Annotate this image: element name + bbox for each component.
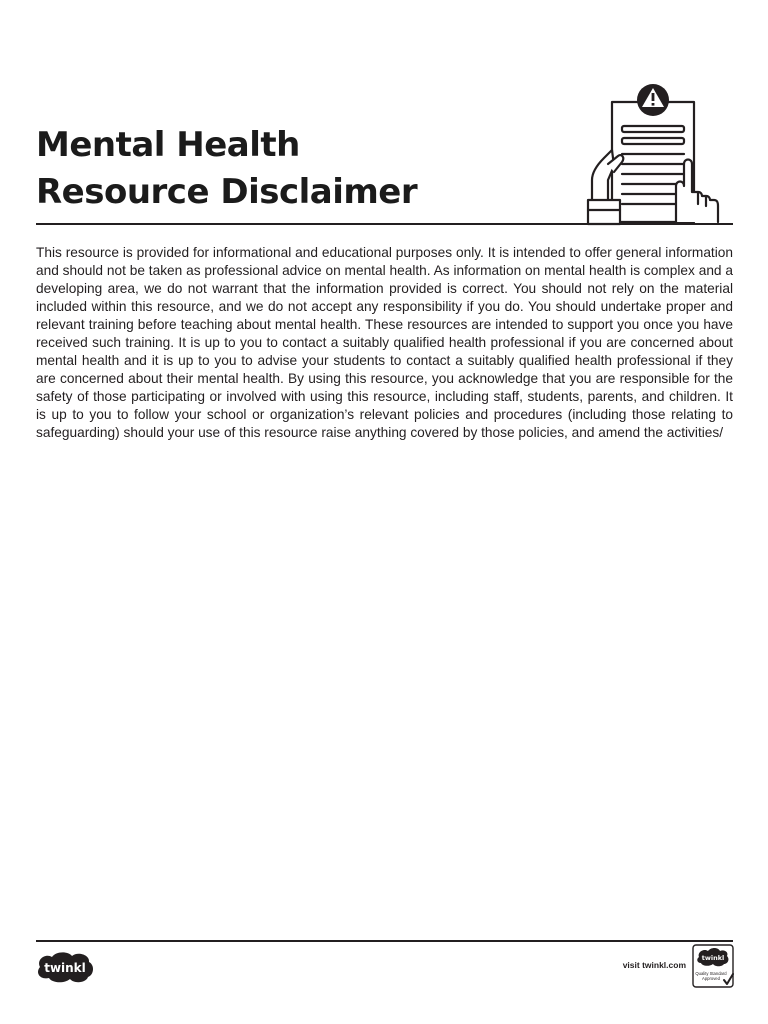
visit-link[interactable]: visit twinkl.com: [622, 960, 686, 970]
badge-line-2: Approved: [702, 976, 720, 981]
footer-divider: [36, 940, 733, 942]
disclaimer-paragraph: This resource is provided for informational and educational purposes only. It is intended to offer general information and should not be taken as professional advice on mental health. As information on mental health is complex and a developing area, we do not warrant that the information provided is correct. You should not rely on the material included within this resource, and we do not accept any responsibility if you do. You should undertake proper and relevant training before teaching about mental health. These resources are intended to support you once you have received such training. It is up to you to contact a suitably qualified health professional if you are concerned about mental health and it is up to you to advise your students to contact a suitably qualified health professional if they are concerned about their mental health. By using this resource, you acknowledge that you are responsible for the safety of those participating or involved with using this resource, including staff, students, parents, and children. It is up to you to follow your school or organization’s relevant policies and procedures (including those relating to safeguarding) should your use of this resource raise anything covered by those policies, and amend the activities/: [36, 245, 733, 440]
quality-standard-badge: [692, 944, 734, 988]
title-line-2: Resource Disclaimer: [36, 172, 418, 212]
title-line-1: Mental Health: [36, 125, 300, 165]
page-title: [36, 122, 516, 216]
twinkl-logo: [34, 949, 96, 985]
badge-logo-text: twinkl: [701, 954, 725, 962]
header-divider: [36, 223, 733, 225]
clipboard-warning-icon: [584, 80, 724, 226]
badge-line-1: Quality Standard: [695, 971, 727, 976]
twinkl-logo-text: twinkl: [44, 961, 86, 975]
